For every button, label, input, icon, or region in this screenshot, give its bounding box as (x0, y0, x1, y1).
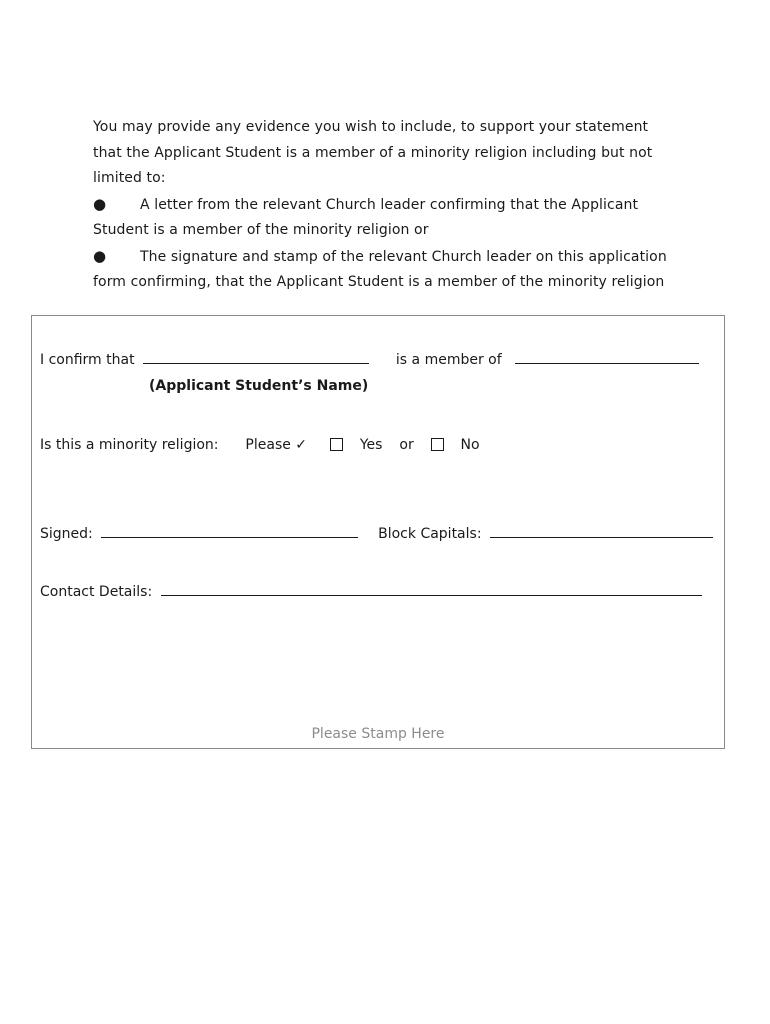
bullet-icon: ● (93, 246, 107, 265)
bullet-text: The signature and stamp of the relevant Church leader on this application (140, 248, 667, 265)
signed-label: Signed: (40, 526, 93, 542)
contact-label: Contact Details: (40, 584, 153, 600)
intro-line: You may provide any evidence you wish to include, to support your statement (93, 119, 649, 135)
bullet-text-continued: Student is a member of the minority religion or (93, 222, 429, 238)
please-tick-label: Please ✓ (245, 437, 308, 453)
religion-field[interactable] (515, 349, 699, 364)
no-label: No (460, 437, 480, 453)
applicant-name-caption: (Applicant Student’s Name) (149, 378, 369, 394)
applicant-name-field[interactable] (143, 349, 369, 364)
signature-field[interactable] (101, 523, 358, 538)
bullet-icon: ● (93, 194, 107, 213)
block-capitals-label: Block Capitals: (378, 526, 482, 542)
intro-line: limited to: (93, 170, 166, 186)
no-checkbox[interactable] (431, 438, 444, 451)
minority-question-label: Is this a minority religion: (40, 437, 219, 453)
stamp-area-label: Please Stamp Here (311, 726, 445, 742)
yes-label: Yes (359, 437, 383, 453)
yes-checkbox[interactable] (330, 438, 343, 451)
signature-row (40, 523, 713, 542)
block-capitals-field[interactable] (490, 523, 713, 538)
intro-line: that the Applicant Student is a member of a minority religion including but not (93, 144, 653, 161)
or-label: or (399, 437, 414, 453)
member-label: is a member of (395, 352, 502, 368)
bullet-item-signature (93, 244, 683, 271)
bullet-text-continued: form confirming, that the Applicant Student is a member of the minority religion (93, 274, 665, 290)
contact-details-field[interactable] (161, 581, 702, 596)
intro-text (93, 115, 683, 296)
contact-row (40, 581, 702, 600)
confirmation-form (31, 315, 725, 749)
minority-question-row (40, 437, 480, 453)
confirm-label: I confirm that (40, 352, 135, 368)
bullet-item-letter (93, 192, 683, 219)
confirm-row (40, 349, 699, 368)
bullet-text: A letter from the relevant Church leader confirming that the Applicant (140, 196, 639, 213)
